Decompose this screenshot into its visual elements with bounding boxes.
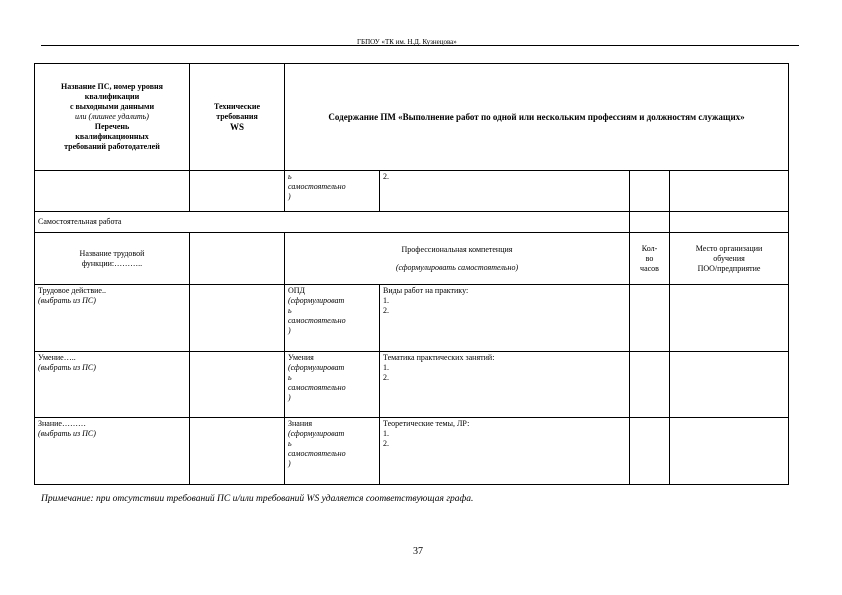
header-cell-ws: Технические требования WS [190, 64, 285, 171]
header-cell-content: Содержание ПМ «Выполнение работ по одной или нескольким профессиям и должностям служащих» [285, 64, 789, 171]
continuation-row [35, 171, 789, 212]
row-content-cell: Теоретические темы, ЛР: 1. 2. [380, 418, 630, 485]
independent-work-row [35, 212, 789, 233]
row-competence-cell: ОПД (сформулироват ь самостоятельно ) [285, 285, 380, 352]
place-title-cell: Место организации обучения ПОО/предприятие [670, 233, 789, 285]
row-competence-cell: Знания (сформулироват ь самостоятельно ) [285, 418, 380, 485]
continuation-item: 2. [380, 171, 630, 212]
row-action-cell: Знание……… (выбрать из ПС) [35, 418, 190, 485]
hours-title-cell: Кол- во часов [630, 233, 670, 285]
competence-title-cell: Профессиональная компетенция (сформулировать самостоятельно) [285, 233, 630, 285]
continuation-fragment: ь самостоятельно ) [285, 171, 380, 212]
sub-header-row [35, 233, 789, 285]
row-content-cell: Виды работ на практику: 1. 2. [380, 285, 630, 352]
table-row [35, 352, 789, 418]
independent-work-label: Самостоятельная работа [35, 212, 630, 233]
footnote: Примечание: при отсутствии требований ПС и/или требований WS удаляется соответствующая графа. [41, 494, 474, 504]
table-row [35, 418, 789, 485]
page-number: 37 [413, 546, 423, 557]
table-header-row [35, 64, 789, 171]
program-table [34, 63, 789, 485]
row-content-cell: Тематика практических занятий: 1. 2. [380, 352, 630, 418]
header-org: ГБПОУ «ТК им. Н.Д. Кузнецова» [357, 38, 457, 46]
row-action-cell: Умение….. (выбрать из ПС) [35, 352, 190, 418]
function-title-cell: Название трудовой функции:……….. [35, 233, 190, 285]
table-row [35, 285, 789, 352]
header-cell-ps: Название ПС, номер уровня квалификации с выходными данными или (лишнее удалить) Перечень квалификационных требований работодателей [35, 64, 190, 171]
header-rule [41, 45, 799, 46]
row-competence-cell: Умения (сформулироват ь самостоятельно ) [285, 352, 380, 418]
row-action-cell: Трудовое действие.. (выбрать из ПС) [35, 285, 190, 352]
